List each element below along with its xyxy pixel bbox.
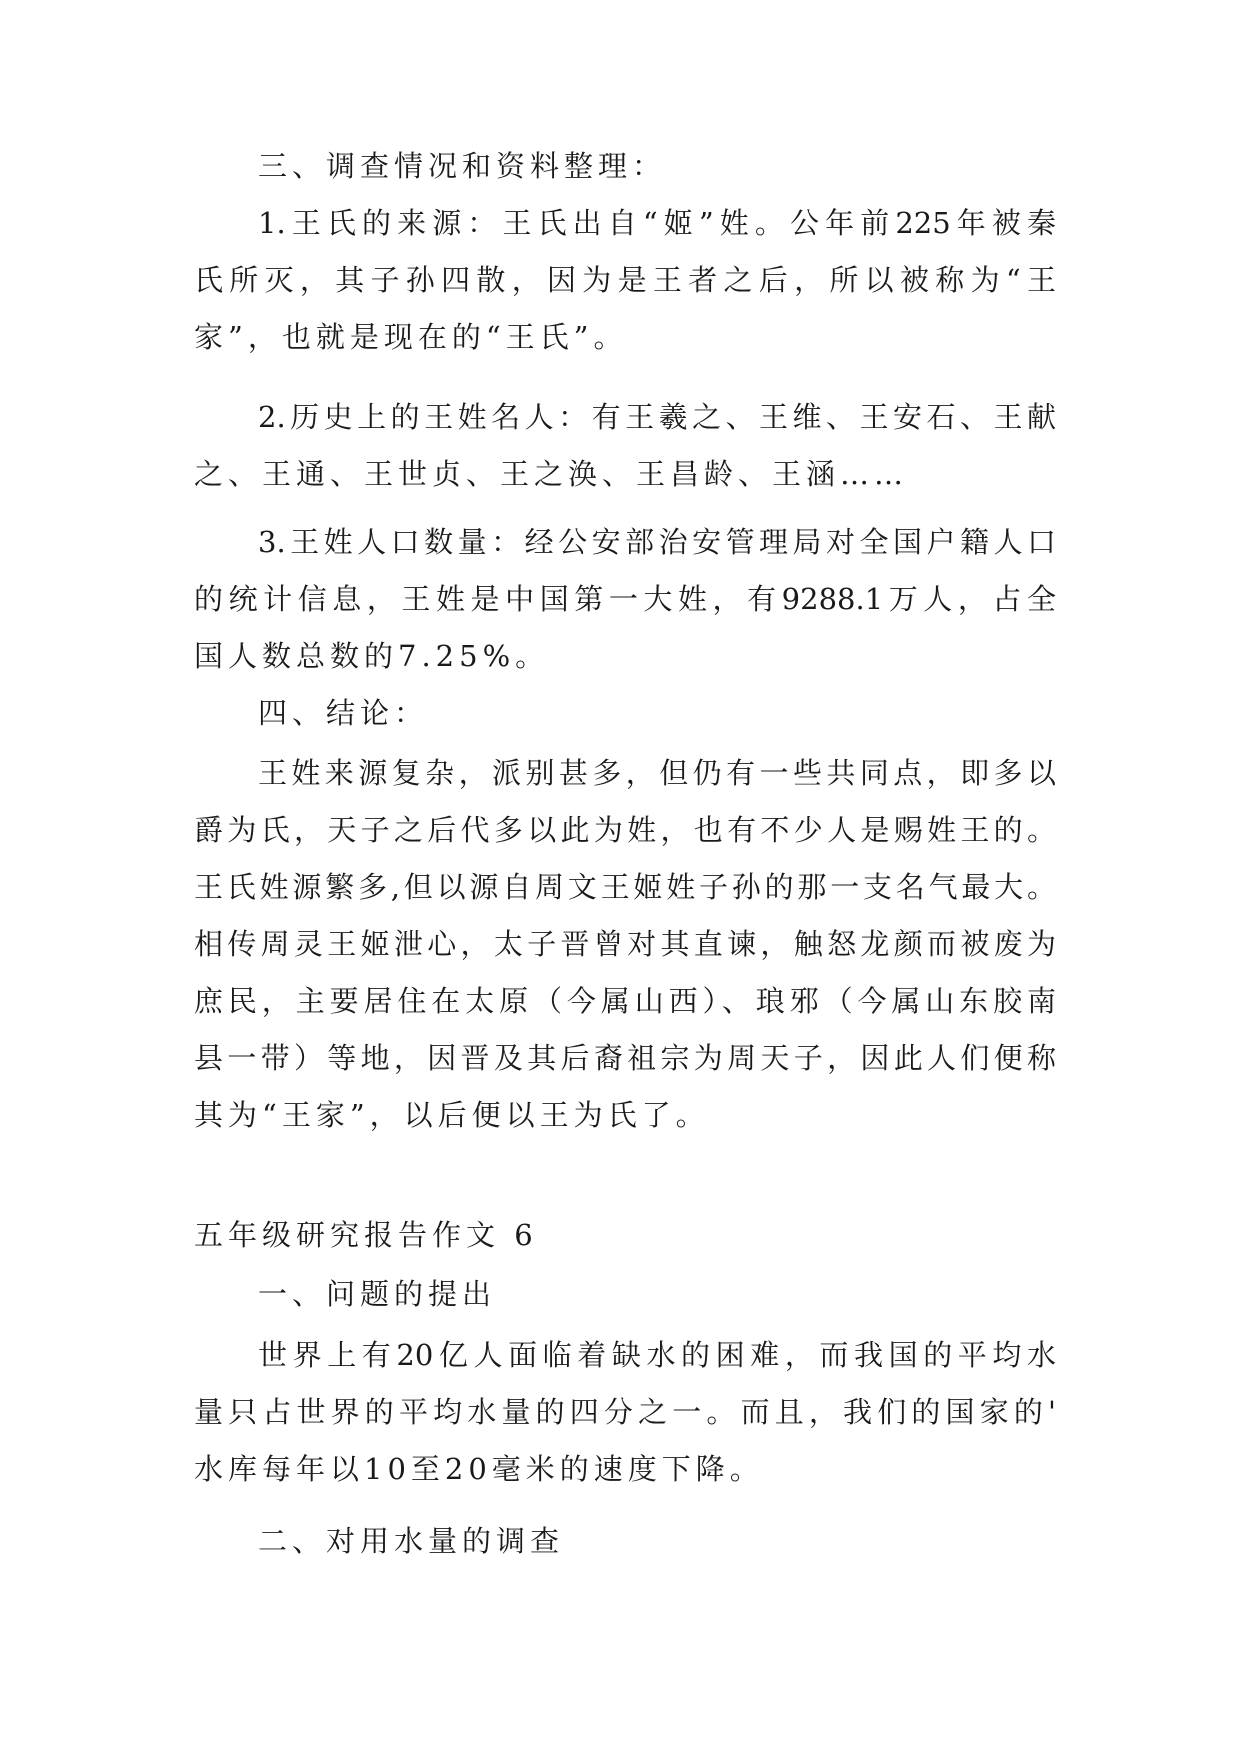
essay-title: 五年级研究报告作文 6: [194, 1218, 538, 1252]
paragraph-line: 家”，也就是现在的“王氏”。: [194, 320, 628, 354]
paragraph-line: 国人数总数的7.25%。: [194, 639, 550, 673]
paragraph-line: 王姓来源复杂，派别甚多，但仍有一些共同点，即多以: [258, 756, 1056, 790]
paragraph-line: 3.王姓人口数量：经公安部治安管理局对全国户籍人口: [258, 525, 1056, 559]
paragraph-line: 之、王通、王世贞、王之涣、王昌龄、王涵……: [194, 457, 909, 491]
section-heading: 一、问题的提出: [258, 1277, 497, 1311]
paragraph-line: 王氏姓源繁多,但以源自周文王姬姓子孙的那一支名气最大。: [194, 870, 1056, 904]
paragraph-line: 其为“王家”，以后便以王为氏了。: [194, 1098, 710, 1132]
paragraph-line: 相传周灵王姬泄心，太子晋曾对其直谏，触怒龙颜而被废为: [194, 927, 1056, 961]
paragraph-line: 量只占世界的平均水量的四分之一。而且，我们的国家的': [194, 1395, 1056, 1429]
paragraph-line: 的统计信息，王姓是中国第一大姓，有9288.1万人，占全: [194, 582, 1056, 616]
paragraph-line: 水库每年以10至20毫米的速度下降。: [194, 1452, 764, 1486]
paragraph-line: 氏所灭，其子孙四散，因为是王者之后，所以被称为“王: [194, 263, 1056, 297]
paragraph-line: 2.历史上的王姓名人：有王羲之、王维、王安石、王献: [258, 400, 1056, 434]
paragraph-line: 爵为氏，天子之后代多以此为姓，也有不少人是赐姓王的。: [194, 813, 1056, 847]
paragraph-line: 县一带）等地，因晋及其后裔祖宗为周天子，因此人们便称: [194, 1041, 1056, 1075]
paragraph-line: 世界上有20亿人面临着缺水的困难，而我国的平均水: [258, 1338, 1056, 1372]
section-heading: 四、结论：: [258, 696, 429, 730]
section-heading: 三、调查情况和资料整理：: [258, 149, 667, 183]
paragraph-line: 庶民，主要居住在太原（今属山西）、琅邪（今属山东胶南: [194, 984, 1056, 1018]
paragraph-line: 1.王氏的来源：王氏出自“姬”姓。公年前225年被秦: [258, 206, 1056, 240]
section-heading: 二、对用水量的调查: [258, 1524, 565, 1558]
